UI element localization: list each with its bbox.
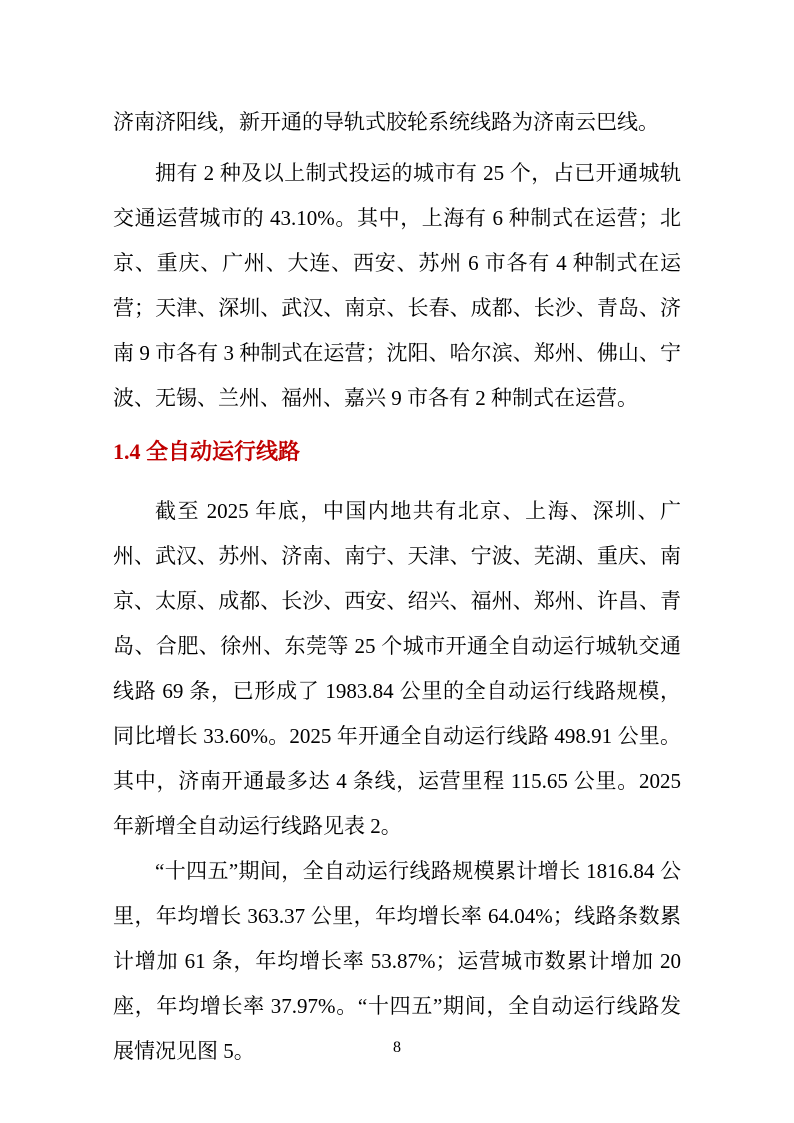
paragraph-continuation: 济南济阳线，新开通的导轨式胶轮系统线路为济南云巴线。 [113,110,659,134]
page-number: 8 [393,1039,401,1056]
paragraph-14th-five-year-plan: “十四五”期间，全自动运行线路规模累计增长 1816.84 公里，年均增长 363.37 公里，年均增长率 64.04%；线路条数累计增加 61 条，年均增长率 53.87%；运营城市数累计增加 20 座，年均增长率 37.97%。“十四五”期间，全自动运行线路发展情况见图 5。 [113,859,681,1063]
paragraph-multi-system-cities: 拥有 2 种及以上制式投运的城市有 25 个，占已开通城轨交通运营城市的 43.10%。其中，上海有 6 种制式在运营；北京、重庆、广州、大连、西安、苏州 6 市各有 4 种制式在运营；天津、深圳、武汉、南京、长春、成都、长沙、青岛、济南 9 市各有 3 种制式在运营；沈阳、哈尔滨、郑州、佛山、宁波、无锡、兰州、福州、嘉兴 9 市各有 2 种制式在运营。 [113,161,681,410]
section-heading: 1.4 全自动运行线路 [113,439,301,464]
paragraph-fao-lines-overview: 截至 2025 年底，中国内地共有北京、上海、深圳、广州、武汉、苏州、济南、南宁、天津、宁波、芜湖、重庆、南京、太原、成都、长沙、西安、绍兴、福州、郑州、许昌、青岛、合肥、徐州、东莞等 25 个城市开通全自动运行城轨交通线路 69 条，已形成了 1983.84 公里的全自动运行线路规模，同比增长 33.60%。2025 年开通全自动运行线路 498.91 公里。其中，济南开通最多达 4 条线，运营里程 115.65 公里。2025 年新增全自动运行线路见表 2。 [113,499,681,838]
